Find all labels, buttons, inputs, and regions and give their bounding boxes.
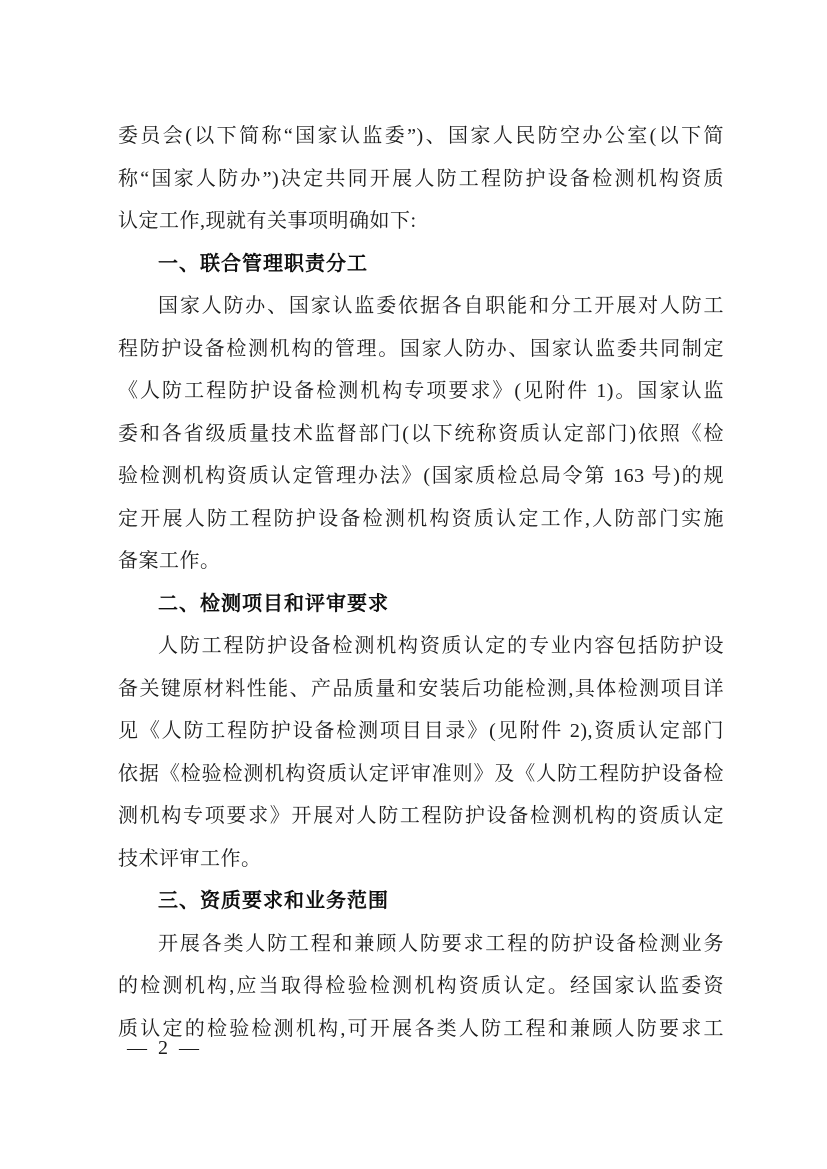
paragraph-line: 依据《检验检测机构资质认定评审准则》及《人防工程防护设备检 [118,762,724,785]
paragraph-line: 程防护设备检测机构的管理。国家人防办、国家认监委共同制定 [118,337,724,360]
paragraph-line: 《人防工程防护设备检测机构专项要求》(见附件 1)。国家认监 [118,380,724,402]
paragraph-line: 委员会(以下简称“国家认监委”)、国家人民防空办公室(以下简 [118,125,724,147]
paragraph-line: 认定工作,现就有关事项明确如下: [118,210,417,232]
section-heading: 二、检测项目和评审要求 [158,592,389,615]
paragraph-line: 人防工程防护设备检测机构资质认定的专业内容包括防护设 [158,635,724,657]
paragraph-line: 见《人防工程防护设备检测项目目录》(见附件 2),资质认定部门 [118,720,724,742]
paragraph-line: 委和各省级质量技术监督部门(以下统称资质认定部门)依照《检 [118,422,724,445]
section-heading: 三、资质要求和业务范围 [158,890,389,912]
paragraph-line: 验检测机构资质认定管理办法》(国家质检总局令第 163 号)的规 [118,465,724,487]
page-number: — 2 — [127,1037,202,1059]
paragraph-line: 技术评审工作。 [118,847,262,870]
section-heading: 一、联合管理职责分工 [158,252,368,275]
paragraph-line: 测机构专项要求》开展对人防工程防护设备检测机构的资质认定 [118,805,724,827]
document-body [118,115,724,1050]
paragraph-line: 质认定的检验检测机构,可开展各类人防工程和兼顾人防要求工 [118,1017,724,1040]
paragraph-line: 的检测机构,应当取得检验检测机构资质认定。经国家认监委资 [118,975,724,997]
paragraph-line: 定开展人防工程防护设备检测机构资质认定工作,人防部门实施 [118,507,724,530]
paragraph-line: 备关键原材料性能、产品质量和安装后功能检测,具体检测项目详 [118,677,724,700]
paragraph-line: 备案工作。 [118,550,221,572]
paragraph-line: 国家人防办、国家认监委依据各自职能和分工开展对人防工 [158,295,724,317]
paragraph-line: 开展各类人防工程和兼顾人防要求工程的防护设备检测业务 [158,932,724,955]
paragraph-line: 称“国家人防办”)决定共同开展人防工程防护设备检测机构资质 [118,167,724,190]
